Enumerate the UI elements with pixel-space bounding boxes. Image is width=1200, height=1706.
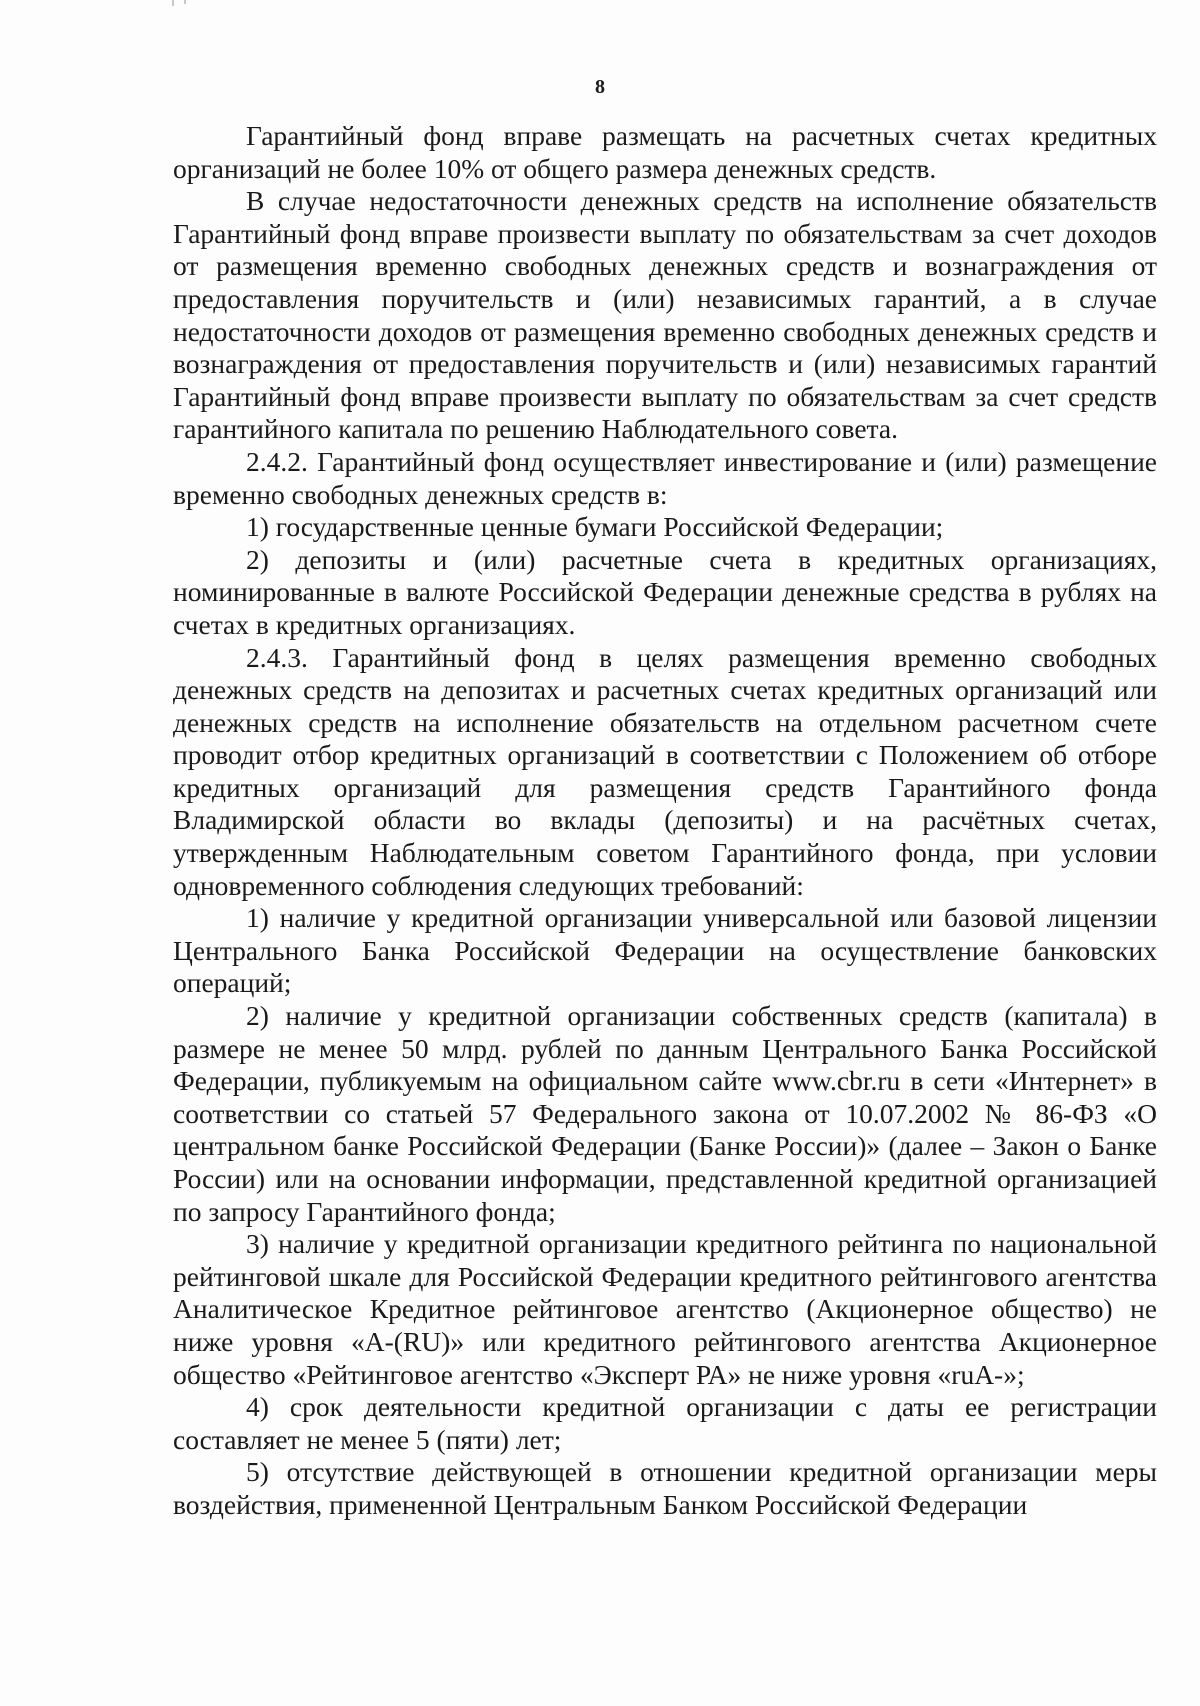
requirement-capital: 2) наличие у кредитной организации собственных средств (капитала) в размере не менее 50 млрд. рублей по данным Центрального Банка Российской Федерации, публикуемым на официальном сайте www.cbr.ru в сети «Интернет» в соответствии со статьей 57 Федерального закона от 10.07.2002 № 86-ФЗ «О центральном банке Российской Федерации (Банке России)» (далее – Закон о Банке России) или на основании информации, представленной кредитной организацией по запросу Гарантийного фонда; [173, 1000, 1157, 1227]
requirement-age: 4) срок деятельности кредитной организации с даты ее регистрации составляет не менее 5 (пяти) лет; [173, 1391, 1157, 1455]
requirement-no-sanctions: 5) отсутствие действующей в отношении кредитной организации меры воздействия, примененной Центральным Банком Российской Федерации [173, 1456, 1157, 1520]
paragraph-2-4-3: 2.4.3. Гарантийный фонд в целях размещения временно свободных денежных средств на депозитах и расчетных счетах кредитных организаций или денежных средств на исполнение обязательств на отдельном расчетном счете проводит отбор кредитных организаций в соответствии с Положением об отборе кредитных организаций для размещения средств Гарантийного фонда Владимирской области во вклады (депозиты) и на расчётных счетах, утвержденным Наблюдательным советом Гарантийного фонда, при условии одновременного соблюдения следующих требований: [173, 641, 1157, 901]
list-item-government-securities: 1) государственные ценные бумаги Российской Федерации; [246, 511, 944, 543]
requirement-rating: 3) наличие у кредитной организации кредитного рейтинга по национальной рейтинговой шкале для Российской Федерации кредитного рейтингового агентства Аналитическое Кредитное рейтинговое агентство (Акционерное общество) не ниже уровня «A-(RU)» или кредитного рейтингового агентства Акционерное общество «Рейтинговое агентство «Эксперт РА» не ниже уровня «ruA-»; [173, 1228, 1157, 1390]
requirement-license: 1) наличие у кредитной организации универсальной или базовой лицензии Центрального Банка Российской Федерации на осуществление банковских операций; [173, 902, 1157, 999]
document-body [173, 120, 1157, 1522]
scan-artifact [172, 0, 174, 6]
list-item-deposits: 2) депозиты и (или) расчетные счета в кредитных организациях, номинированные в валюте Российской Федерации денежные средства в рублях на счетах в кредитных организациях. [173, 543, 1157, 640]
paragraph-placement-limit: Гарантийный фонд вправе размещать на расчетных счетах кредитных организаций не более 10% от общего размера денежных средств. [173, 120, 1157, 184]
page-number: 8 [595, 76, 605, 98]
paragraph-2-4-2: 2.4.2. Гарантийный фонд осуществляет инвестирование и (или) размещение временно свободных денежных средств в: [173, 445, 1157, 510]
scan-artifact [184, 0, 186, 4]
paragraph-insufficient-funds: В случае недостаточности денежных средств на исполнение обязательств Гарантийный фонд вправе произвести выплату по обязательствам за счет доходов от размещения временно свободных денежных средств и вознаграждения от предоставления поручительств и (или) независимых гарантий, а в случае недостаточности доходов от размещения временно свободных денежных средств и вознаграждения от предоставления поручительств и (или) независимых гарантий Гарантийный фонд вправе произвести выплату по обязательствам за счет средств гарантийного капитала по решению Наблюдательного совета. [173, 185, 1157, 445]
